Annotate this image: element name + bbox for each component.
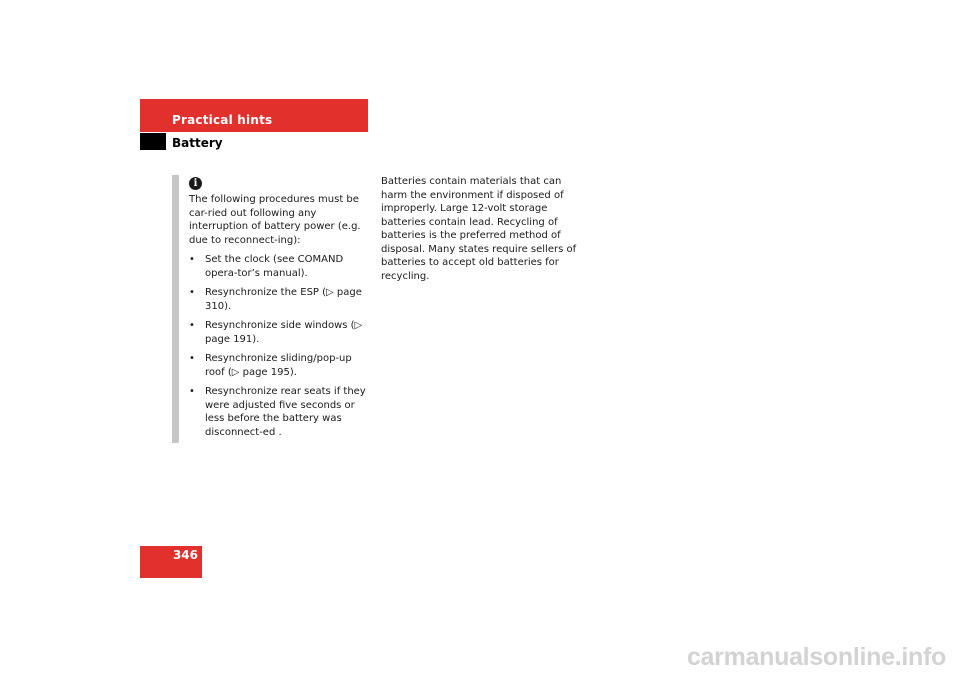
bullet-text: Resynchronize the ESP (▷ page 310). — [205, 287, 362, 312]
subsection-title: Battery — [172, 136, 223, 150]
watermark: carmanualsonline.info — [686, 643, 946, 671]
info-box-bar — [172, 175, 179, 443]
bullet-icon: • — [189, 287, 195, 298]
page-number: 346 — [172, 548, 198, 562]
list-item — [189, 253, 369, 280]
info-intro: The following procedures must be car-ried out following any interruption of battery power (e.g. due to reconnect-ing): — [189, 194, 361, 246]
section-title: Practical hints — [172, 113, 273, 127]
bullet-icon: • — [189, 254, 195, 265]
list-item — [189, 319, 369, 346]
bullet-icon: • — [189, 353, 195, 364]
info-bullet-list — [189, 253, 369, 439]
bullet-text: Resynchronize rear seats if they were adjusted five seconds or less before the battery was disconnect-ed . — [205, 386, 366, 438]
body-paragraph: Batteries contain materials that can harm the environment if disposed of improperly. Large 12-volt storage batteries contain lead. Recycling of batteries is the preferred method of disposal. Many states require sellers of batteries to accept old batteries for recycling. — [381, 176, 577, 282]
bullet-text: Set the clock (see COMAND opera-tor’s manual). — [205, 254, 344, 279]
bullet-text: Resynchronize side windows (▷ page 191). — [205, 320, 363, 345]
list-item — [189, 352, 369, 379]
bullet-icon: • — [189, 320, 195, 331]
info-box — [189, 193, 369, 445]
section-marker — [140, 133, 166, 150]
list-item — [189, 286, 369, 313]
bullet-icon: • — [189, 386, 195, 397]
info-icon: i — [189, 177, 202, 190]
list-item — [189, 385, 369, 439]
bullet-text: Resynchronize sliding/pop-up roof (▷ page 195). — [205, 353, 352, 378]
